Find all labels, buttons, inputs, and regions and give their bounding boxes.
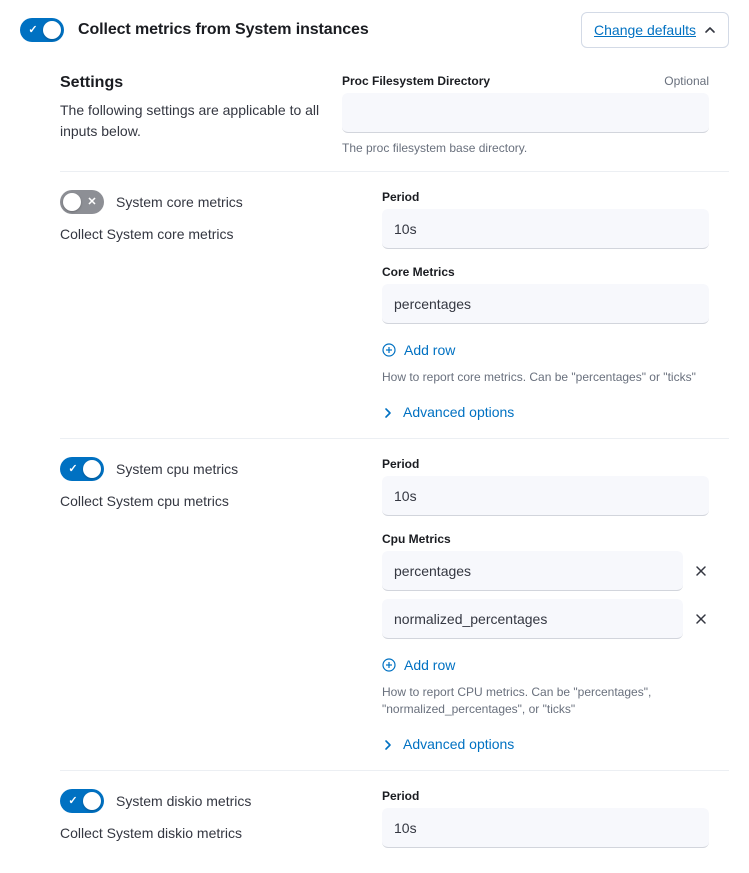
toggle-check-icon: ✓ <box>68 795 78 807</box>
cpu-metrics-toggle-row <box>60 457 360 481</box>
diskio-period-input[interactable] <box>382 808 709 848</box>
settings-row <box>20 56 729 157</box>
section-system-core-metrics <box>60 171 729 424</box>
settings-heading: Settings <box>60 74 124 91</box>
toggle-knob <box>63 193 81 211</box>
cpu-metrics-fields-column <box>382 457 729 756</box>
cpu-metrics-value-input-2[interactable] <box>382 599 683 639</box>
core-metrics-label: System core metrics <box>116 194 243 210</box>
toggle-knob <box>83 792 101 810</box>
core-metrics-add-row-label: Add row <box>404 342 456 358</box>
page-title: Collect metrics from System instances <box>78 21 369 38</box>
section-system-diskio-metrics <box>60 770 729 848</box>
cpu-metrics-array-row <box>382 551 709 591</box>
chevron-right-icon <box>382 406 394 418</box>
toggle-knob <box>83 460 101 478</box>
cpu-metrics-toggle-column <box>60 457 360 756</box>
core-metrics-value-input[interactable] <box>382 284 709 324</box>
diskio-period-label: Period <box>382 789 420 803</box>
core-metrics-array-label: Core Metrics <box>382 265 455 279</box>
diskio-metrics-fields-column <box>382 789 729 848</box>
proc-field-label: Proc Filesystem Directory <box>342 74 491 88</box>
diskio-metrics-label: System diskio metrics <box>116 793 252 809</box>
cpu-metrics-array-label-row <box>382 532 709 546</box>
core-period-input[interactable] <box>382 209 709 249</box>
cpu-metrics-label: System cpu metrics <box>116 461 239 477</box>
collect-metrics-toggle[interactable] <box>20 18 64 42</box>
toggle-check-icon: ✓ <box>68 463 78 475</box>
remove-row-icon[interactable] <box>693 611 709 627</box>
panel-header <box>0 0 749 56</box>
diskio-period-label-row <box>382 789 709 803</box>
toggle-knob <box>43 21 61 39</box>
cpu-metrics-add-row-button[interactable] <box>382 657 455 673</box>
cpu-metrics-description: Collect System cpu metrics <box>60 493 229 509</box>
settings-description: The following settings are applicable to all inputs below. <box>60 102 320 139</box>
proc-filesystem-directory-input[interactable] <box>342 93 709 133</box>
settings-fields-column <box>342 74 729 157</box>
proc-field-optional-badge: Optional <box>664 74 709 88</box>
header-right-group <box>581 12 729 48</box>
core-metrics-advanced-options-label: Advanced options <box>403 404 515 420</box>
settings-description-column <box>20 74 320 157</box>
core-metrics-add-row-button[interactable] <box>382 342 455 358</box>
core-metrics-toggle-column <box>60 190 360 424</box>
cpu-metrics-array-row <box>382 599 709 639</box>
cpu-period-label: Period <box>382 457 420 471</box>
header-left-group <box>20 18 369 42</box>
system-cpu-metrics-toggle[interactable] <box>60 457 104 481</box>
change-defaults-button[interactable] <box>581 12 729 48</box>
core-metrics-array-label-row <box>382 265 709 279</box>
cpu-period-label-row <box>382 457 709 471</box>
cpu-metrics-advanced-options-button[interactable] <box>382 736 514 752</box>
core-metrics-fields-column <box>382 190 729 424</box>
core-period-label-row <box>382 190 709 204</box>
section-system-cpu-metrics <box>60 438 729 756</box>
cpu-metrics-add-row-label: Add row <box>404 657 456 673</box>
cpu-metrics-help-text: How to report CPU metrics. Can be "percentages", "normalized_percentages", or "ticks" <box>382 685 652 716</box>
core-metrics-advanced-options-button[interactable] <box>382 404 514 420</box>
core-period-label: Period <box>382 190 420 204</box>
plus-circle-icon <box>382 658 396 672</box>
core-metrics-help-text: How to report core metrics. Can be "percentages" or "ticks" <box>382 370 696 384</box>
diskio-metrics-description: Collect System diskio metrics <box>60 825 243 841</box>
core-metrics-description: Collect System core metrics <box>60 226 234 242</box>
settings-content <box>0 56 749 848</box>
cpu-period-input[interactable] <box>382 476 709 516</box>
chevron-right-icon <box>382 738 394 750</box>
system-core-metrics-toggle[interactable] <box>60 190 104 214</box>
plus-circle-icon <box>382 343 396 357</box>
proc-field-help-text: The proc filesystem base directory. <box>342 141 528 155</box>
cpu-metrics-value-input-1[interactable] <box>382 551 683 591</box>
change-defaults-label: Change defaults <box>594 22 696 38</box>
cpu-metrics-advanced-options-label: Advanced options <box>403 736 515 752</box>
remove-row-icon[interactable] <box>693 563 709 579</box>
toggle-check-icon: ✓ <box>28 24 38 36</box>
chevron-up-icon <box>704 24 716 36</box>
core-metrics-array-row <box>382 284 709 324</box>
toggle-cross-icon: ✕ <box>87 196 97 208</box>
system-diskio-metrics-toggle[interactable] <box>60 789 104 813</box>
cpu-metrics-array-label: Cpu Metrics <box>382 532 451 546</box>
diskio-metrics-toggle-column <box>60 789 360 848</box>
diskio-metrics-toggle-row <box>60 789 360 813</box>
core-metrics-toggle-row <box>60 190 360 214</box>
proc-field-label-row <box>342 74 709 88</box>
